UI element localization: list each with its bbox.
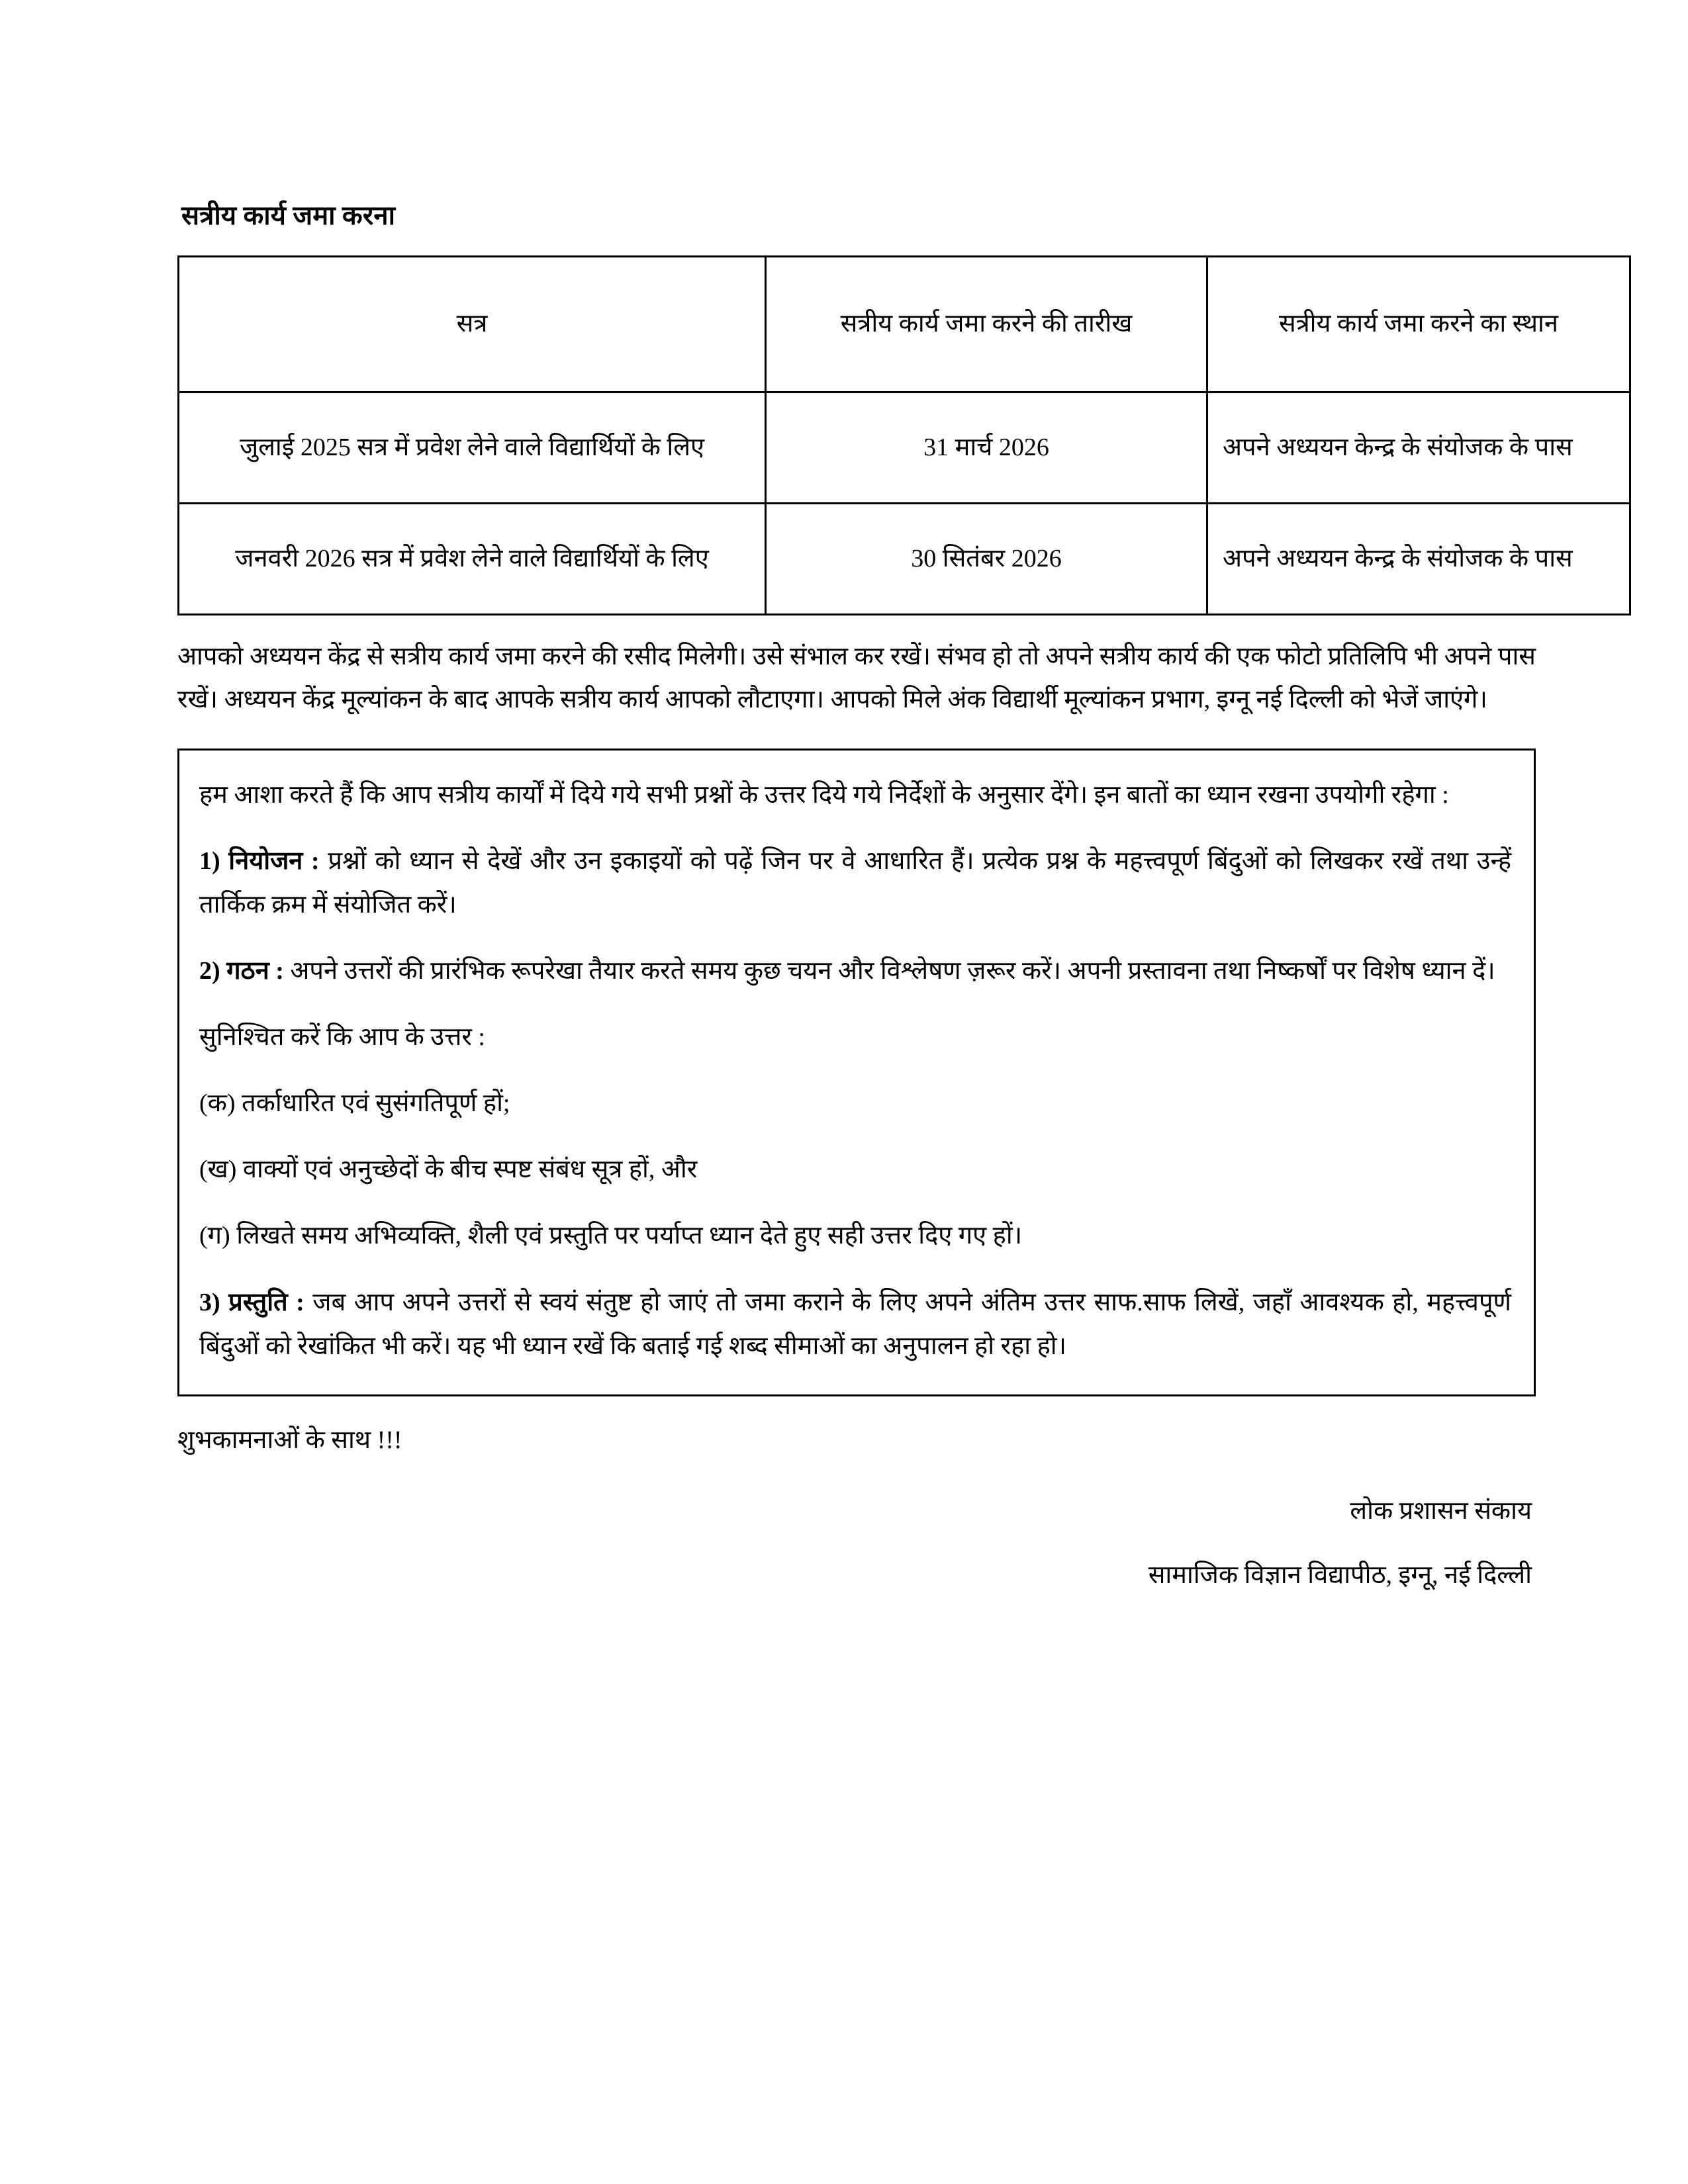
signature-block <box>177 1491 1536 1596</box>
ensure-line: सुनिश्चित करें कि आप के उत्तर : <box>199 1023 485 1052</box>
instruction-point-2 <box>199 949 1511 993</box>
table-row <box>179 504 1630 615</box>
instruction-point-3 <box>199 1281 1511 1368</box>
column-header-place: सत्रीय कार्य जमा करने का स्थान <box>1207 257 1630 392</box>
closing-greeting: शुभकामनाओं के साथ !!! <box>177 1426 402 1454</box>
instructions-intro: हम आशा करते हैं कि आप सत्रीय कार्यों में दिये गये सभी प्रश्नों के उत्तर दिये गये निर्देशों के अनुसार देंगे। इन बातों का ध्यान रखना उपयोगी रहेगा : <box>199 780 1449 809</box>
signature-school: सामाजिक विज्ञान विद्यापीठ, इग्नू, नई दिल्ली <box>1148 1561 1532 1590</box>
sub-point-kha: (ख) वाक्यों एवं अनुच्छेदों के बीच स्पष्ट संबंध सूत्र हों, और <box>199 1156 698 1184</box>
cell-place: अपने अध्ययन केन्द्र के संयोजक के पास <box>1207 504 1630 615</box>
sub-point-ga: (ग) लिखते समय अभिव्यक्ति, शैली एवं प्रस्तुति पर पर्याप्त ध्यान देते हुए सही उत्तर दिए गए हों। <box>199 1222 1023 1250</box>
cell-date: 31 मार्च 2026 <box>766 392 1207 504</box>
assignment-submission-table <box>177 255 1631 615</box>
table-header <box>179 257 1630 392</box>
instructions-box <box>177 749 1536 1396</box>
receipt-paragraph: आपको अध्ययन केंद्र से सत्रीय कार्य जमा करने की रसीद मिलेगी। उसे संभाल कर रखें। संभव हो तो अपने सत्रीय कार्य की एक फोटो प्रतिलिपि भी अपने पास रखें। अध्ययन केंद्र मूल्यांकन के बाद आपके सत्रीय कार्य आपको लौटाएगा। आपको मिले अंक विद्यार्थी मूल्यांकन प्रभाग, इग्नू नई दिल्ली को भेजें जाएंगे। <box>177 643 1536 714</box>
point-2-label: 2) गठन : <box>199 957 284 985</box>
point-3-label: 3) प्रस्तुति : <box>199 1288 305 1316</box>
cell-place: अपने अध्ययन केन्द्र के संयोजक के पास <box>1207 392 1630 504</box>
table-body <box>179 392 1630 615</box>
table-row <box>179 392 1630 504</box>
cell-date: 30 सितंबर 2026 <box>766 504 1207 615</box>
point-1-text: प्रश्नों को ध्यान से देखें और उन इकाइयों को पढ़ें जिन पर वे आधारित हैं। प्रत्येक प्रश्न के महत्त्वपूर्ण बिंदुओं को लिखकर रखें तथा उन्हें तार्किक क्रम में संयोजित करें। <box>199 846 1511 919</box>
sub-point-ka: (क) तर्काधारित एवं सुसंगतिपूर्ण हों; <box>199 1089 510 1118</box>
signature-faculty: लोक प्रशासन संकाय <box>1350 1496 1532 1525</box>
column-header-session: सत्र <box>179 257 766 392</box>
cell-session: जनवरी 2026 सत्र में प्रवेश लेने वाले विद्यार्थियों के लिए <box>179 504 766 615</box>
point-3-text: जब आप अपने उत्तरों से स्वयं संतुष्ट हो जाएं तो जमा कराने के लिए अपने अंतिम उत्तर साफ.साफ लिखें, जहाँ आवश्यक हो, महत्त्वपूर्ण बिंदुओं को रेखांकित भी करें। यह भी ध्यान रखें कि बताई गई शब्द सीमाओं का अनुपालन हो रहा हो। <box>199 1288 1511 1360</box>
page-title: सत्रीय कार्य जमा करना <box>181 201 396 230</box>
point-1-label: 1) नियोजन : <box>199 846 320 875</box>
column-header-date: सत्रीय कार्य जमा करने की तारीख <box>766 257 1207 392</box>
table-header-row <box>179 257 1630 392</box>
point-2-text: अपने उत्तरों की प्रारंभिक रूपरेखा तैयार करते समय कुछ चयन और विश्लेषण ज़रूर करें। अपनी प्रस्तावना तथा निष्कर्षों पर विशेष ध्यान दें। <box>283 957 1495 985</box>
instruction-point-1 <box>199 839 1511 927</box>
cell-session: जुलाई 2025 सत्र में प्रवेश लेने वाले विद्यार्थियों के लिए <box>179 392 766 504</box>
